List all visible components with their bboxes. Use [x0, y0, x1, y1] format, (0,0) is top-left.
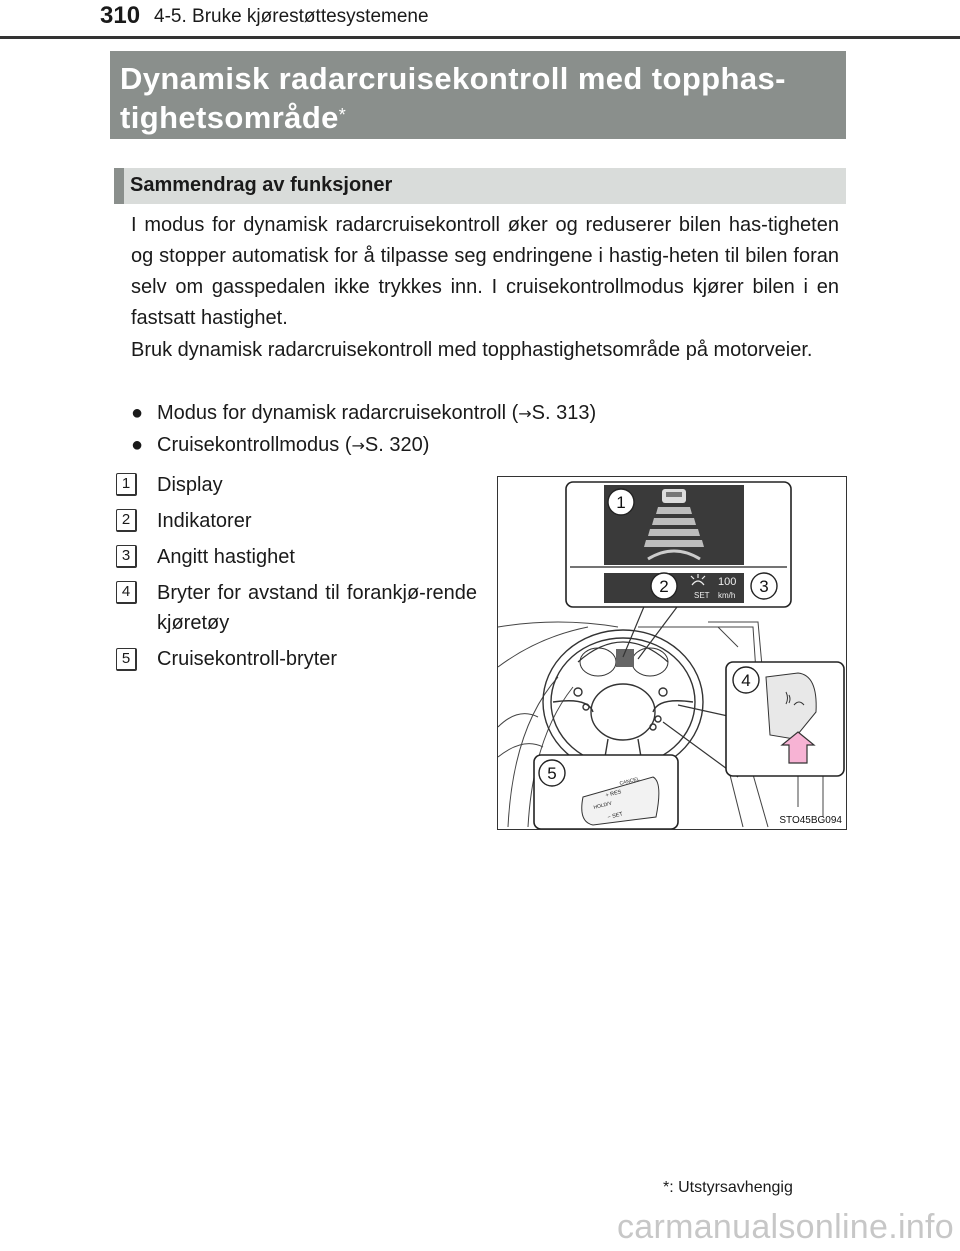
number-badge-4: 4: [116, 581, 137, 604]
number-badge-1: 1: [116, 473, 137, 496]
display-pointer-2: [638, 599, 683, 659]
lever-label-res: + RES: [605, 789, 623, 799]
set-label: SET: [694, 591, 710, 600]
item-label-distance-switch: Bryter for avstand til forankjø-rende kjøretøy: [157, 582, 477, 634]
bullet-item-2: [131, 430, 429, 461]
footnote-text: : Utstyrsavhengig: [669, 1179, 793, 1196]
footnote: [663, 1179, 793, 1197]
page-title: [110, 51, 846, 139]
title-line-2: tighetsområde: [120, 100, 339, 135]
figure-code: STO45BG094: [779, 815, 842, 826]
item-label-display: Display: [157, 474, 223, 496]
paragraph-1: I modus for dynamisk radarcruisekontroll øker og reduserer bilen has-tigheten og stopper automatisk for å tilpasse seg endringene i hastig-heten til bilen foran selv om gasspedalen ikke trykkes inn. I cruisekontrollmodus kjører bilen i en fastsatt hastighet.: [131, 214, 839, 329]
cockpit-drawing: [498, 477, 847, 830]
page-ref-link[interactable]: S. 320): [364, 434, 430, 456]
svg-text:3: 3: [759, 577, 769, 596]
item-label-set-speed: Angitt hastighet: [157, 546, 295, 568]
lever-label-hold: HOLD/V: [593, 800, 613, 811]
number-badge-5: 5: [116, 648, 137, 671]
callout-4: [733, 667, 759, 693]
car-ahead-icon: [662, 489, 686, 503]
callout-1: [608, 489, 634, 515]
bullet-text: Cruisekontrollmodus (: [157, 434, 352, 456]
section-header: 4-5. Bruke kjørestøttesystemene: [154, 6, 429, 27]
callout-5: [539, 760, 565, 786]
bullet-dot-icon: ●: [131, 434, 144, 456]
svg-text:5: 5: [547, 764, 557, 783]
lever-label-set: − SET: [607, 811, 624, 821]
watermark: carmanualsonline.info: [616, 1208, 954, 1246]
header-rule: [0, 36, 960, 39]
speed-value: 100: [718, 576, 737, 588]
footnote-marker: *: [663, 1179, 670, 1196]
title-line-1: Dynamisk radarcruisekontroll med topphas-: [120, 61, 786, 96]
callout-2: [651, 573, 677, 599]
bullet-text: Modus for dynamisk radarcruisekontroll (: [157, 402, 519, 424]
page-number: 310: [100, 2, 141, 29]
callout-3: [751, 573, 777, 599]
paragraph-2: Bruk dynamisk radarcruisekontroll med topphastighetsområde på motorveier.: [131, 339, 813, 361]
title-marker: *: [338, 105, 347, 125]
lever-label-cancel: CANCEL: [619, 776, 641, 787]
page-ref-link[interactable]: S. 313): [531, 402, 597, 424]
arrow-icon: →: [351, 436, 365, 455]
item-label-cruise-switch: Cruisekontroll-bryter: [157, 648, 338, 670]
svg-text:2: 2: [659, 577, 669, 596]
item-label-indicators: Indikatorer: [157, 510, 252, 532]
cockpit-illustration: [497, 476, 847, 830]
bullet-dot-icon: ●: [131, 402, 144, 424]
number-badge-2: 2: [116, 509, 137, 532]
subheading: Sammendrag av funksjoner: [114, 168, 846, 204]
unit-label: km/h: [718, 591, 736, 600]
instrument-cluster: [578, 642, 668, 676]
svg-text:1: 1: [616, 493, 626, 512]
bullet-item-1: [131, 398, 596, 429]
arrow-icon: →: [518, 404, 532, 423]
svg-text:4: 4: [741, 671, 751, 690]
number-badge-3: 3: [116, 545, 137, 568]
